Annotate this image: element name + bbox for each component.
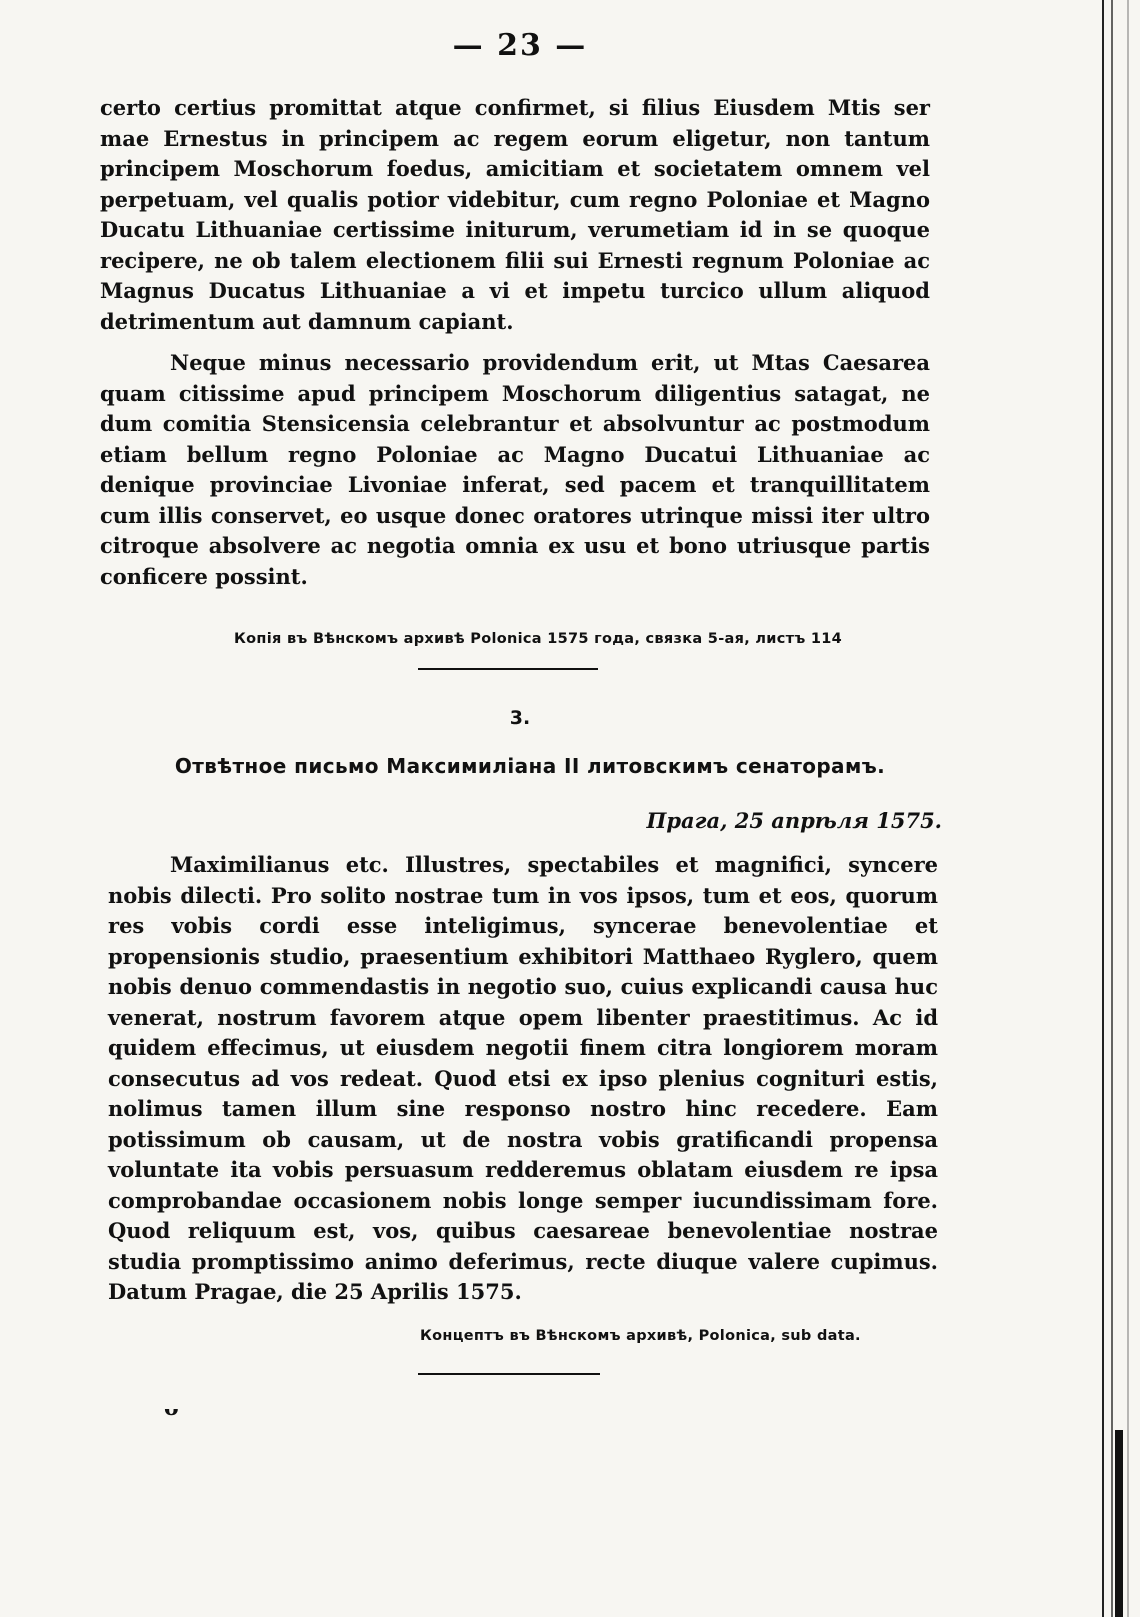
section-title: Отвѣтное письмо Максимиліана II литовскимъ сенаторамъ. [174, 754, 886, 778]
paragraph-2: Neque minus necessario providendum erit, ut Mtas Caesarea quam citissime apud principem Moschorum diligentius satagat, ne dum comitia Stensicensia celebrantur et absolvuntur ac postmodum etiam bellum regno Poloniae ac Magno Ducatui Lithuaniae ac denique provinciae Livoniae inferat, sed pacem et tranquillitatem cum illis conservet, eo usque donec oratores utrinque missi iter ultro citroque absolvere ac negotia omnia ex usu et bono utriusque partis conficere possint. [100, 350, 930, 589]
section-number: 3. [509, 707, 531, 729]
footer-mark: ᴗ [164, 1395, 179, 1421]
dateline: Прага, 25 апрѣля 1575. [646, 808, 942, 833]
divider-2 [418, 1373, 600, 1375]
page-number: — 23 — [452, 28, 588, 63]
letter-body: Maximilianus etc. Illustres, spectabiles et magnifici, syncere nobis dilecti. Pro solito nostrae tum in vos ipsos, tum et eos, quorum res vobis cordi esse inteligimus, syncerae benevolentiae et propensionis studio, praesentium exhibitori Matthaeo Ryglero, quem nobis denuo commendastis in negotio suo, cuius explicandi causa huc venerat, nostrum favorem atque opem libenter praestitimus. Ac id quidem effecimus, ut eiusdem negotii finem citra longiorem moram consecutus ad vos redeat. Quod etsi ex ipso plenius cognituri estis, nolimus tamen illum sine responso nostro hinc recedere. Eam potissimum ob causam, ut de nostra vobis gratificandi propensa voluntate ita vobis persuasum redderemus oblatam eiusdem re ipsa comprobandae occasionem nobis longe semper iucundissimam fore. Quod reliquum est, vos, quibus caesareae benevolentiae nostrae studia promptissimo animo deferimus, recte diuque valere cupimus. Datum Pragae, die 25 Aprilis 1575. [108, 852, 938, 1304]
source-note-1: Копія въ Вѣнскомъ архивѣ Polonica 1575 года, связка 5-ая, листъ 114 [234, 631, 843, 647]
scan-edge-decoration [1040, 0, 1140, 1617]
divider-1 [418, 668, 598, 670]
source-note-2: Концептъ въ Вѣнскомъ архивѣ, Polonica, sub data. [420, 1328, 861, 1344]
paragraph-1: certo certius promittat atque confirmet, si filius Eiusdem Mtis ser mae Ernestus in principem ac regem eorum eligetur, non tantum principem Moschorum foedus, amicitiam et societatem omnem vel perpetuam, vel qualis potior videbitur, cum regno Poloniae et Magno Ducatu Lithuaniae certissime initurum, verumetiam id in se quoque recipere, ne ob talem electionem filii sui Ernesti regnum Poloniae ac Magnus Ducatus Lithuaniae a vi et impetu turcico ullum aliquod detrimentum aut damnum capiant. [100, 95, 930, 334]
